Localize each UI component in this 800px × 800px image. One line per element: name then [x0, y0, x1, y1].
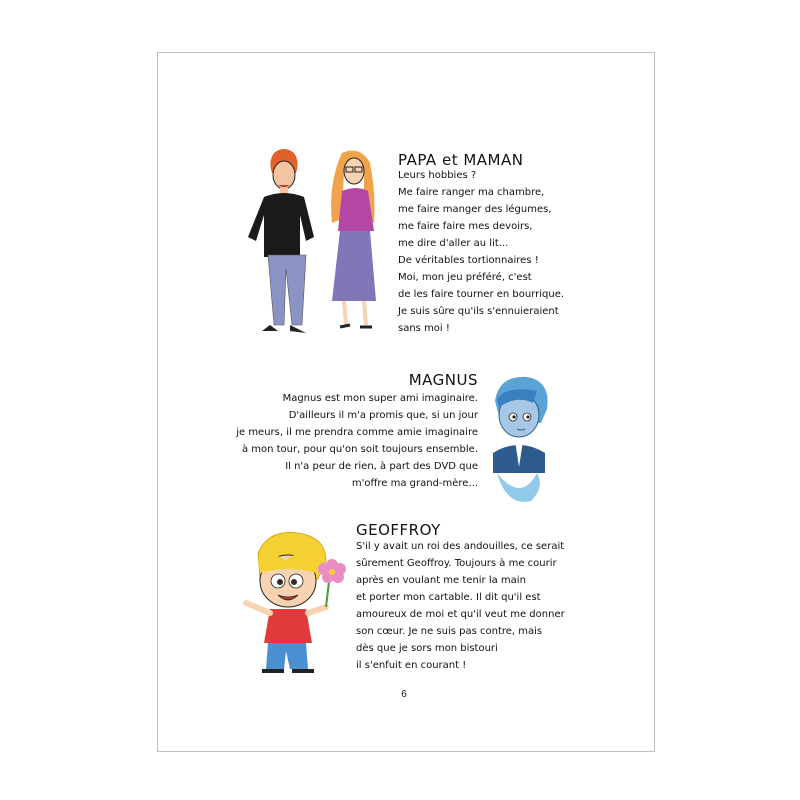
text-line: amoureux de moi et qu'il veut me donner	[356, 609, 565, 620]
text-line: me faire manger des légumes,	[398, 204, 552, 215]
parents-title: PAPA et MAMAN	[398, 151, 524, 169]
papa-figure	[248, 149, 314, 333]
papa-maman-illustration	[246, 147, 396, 339]
text-line: de les faire tourner en bourrique.	[398, 289, 565, 300]
text-line: S'il y avait un roi des andouilles, ce serait	[356, 541, 565, 552]
maman-figure	[331, 151, 376, 327]
text-line: me faire faire mes devoirs,	[398, 221, 533, 232]
text-line: sans moi !	[398, 323, 450, 334]
magnus-title: MAGNUS	[408, 371, 478, 389]
text-line: sûrement Geoffroy. Toujours à me courir	[356, 558, 557, 569]
text-line: Magnus est mon super ami imaginaire.	[282, 393, 478, 404]
text-line: à mon tour, pour qu'on soit toujours ensemble.	[241, 444, 478, 455]
magnus-text	[218, 390, 478, 492]
text-line: et porter mon cartable. Il dit qu'il est	[356, 592, 541, 603]
text-line: Leurs hobbies ?	[398, 170, 477, 181]
page-number: 6	[401, 689, 407, 700]
geoffroy-text	[356, 538, 636, 674]
text-line: après en voulant me tenir la main	[356, 575, 526, 586]
text-line: Moi, mon jeu préféré, c'est	[398, 272, 532, 283]
magnus-illustration	[483, 375, 553, 503]
text-line: Me faire ranger ma chambre,	[398, 187, 545, 198]
geoffroy-title: GEOFFROY	[356, 521, 441, 539]
text-line: il s'enfuit en courant !	[356, 660, 467, 671]
geoffroy-illustration	[240, 531, 350, 681]
text-line: son cœur. Je ne suis pas contre, mais	[356, 626, 543, 637]
parents-text	[398, 167, 638, 337]
text-line: Je suis sûre qu'ils s'ennuieraient	[398, 306, 559, 317]
text-line: dès que je sors mon bistouri	[356, 643, 498, 654]
book-page	[157, 52, 655, 752]
text-line: je meurs, il me prendra comme amie imaginaire	[236, 427, 478, 438]
text-line: D'ailleurs il m'a promis que, si un jour	[288, 410, 478, 421]
text-line: De véritables tortionnaires !	[398, 255, 539, 266]
text-line: me dire d'aller au lit...	[398, 238, 509, 249]
text-line: Il n'a peur de rien, à part des DVD que	[285, 461, 478, 472]
text-line: m'offre ma grand-mère...	[351, 478, 478, 489]
